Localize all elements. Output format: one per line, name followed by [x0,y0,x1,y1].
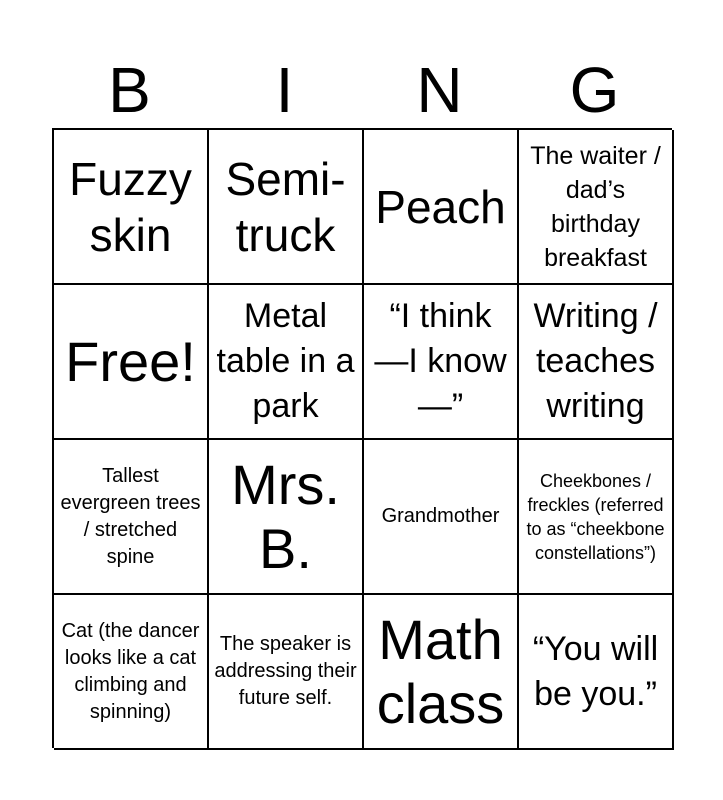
cell-text: Mrs. B. [231,452,340,580]
bingo-cell-r3c4[interactable] [519,440,674,595]
bingo-cell-r4c1[interactable] [54,595,209,750]
header-letter-b: B [108,54,151,126]
bingo-cell-r1c3[interactable] [364,130,519,285]
cell-text: Metal table in a park [216,297,355,425]
header-letter-n: N [416,54,463,126]
bingo-cell-r2c1-free[interactable] [54,285,209,440]
bingo-cell-r1c4[interactable] [519,130,674,285]
cell-text: Fuzzy skin [69,152,192,261]
cell-text: “You will be you.” [532,629,659,713]
cell-text: Math class [376,607,505,735]
cell-text: Tallest evergreen trees / stretched spine [60,464,201,568]
bingo-header [52,52,672,128]
cell-text: Peach [375,180,506,233]
bingo-cell-r3c1[interactable] [54,440,209,595]
bingo-cell-r2c3[interactable] [364,285,519,440]
bingo-cell-r1c1[interactable] [54,130,209,285]
bingo-cell-r3c2[interactable] [209,440,364,595]
cell-text: Writing / teaches writing [533,297,658,425]
cell-text: Free! [65,329,196,393]
bingo-cell-r1c2[interactable] [209,130,364,285]
bingo-cell-r3c3[interactable] [364,440,519,595]
bingo-cell-r2c2[interactable] [209,285,364,440]
header-letter-g: G [569,54,620,126]
cell-text: Cat (the dancer looks like a cat climbing and spinning) [61,619,200,723]
cell-text: Grandmother [381,505,500,527]
bingo-cell-r4c3[interactable] [364,595,519,750]
cell-text: Semi-truck [225,152,346,261]
cell-text: “I think —I know—” [374,297,507,425]
header-letter-i: I [275,54,294,126]
bingo-cell-r4c2[interactable] [209,595,364,750]
bingo-cell-r4c4[interactable] [519,595,674,750]
bingo-cell-r2c4[interactable] [519,285,674,440]
cell-text: The waiter / dad’s birthday breakfast [530,141,661,272]
cell-text: The speaker is addressing their future self. [214,633,357,709]
bingo-grid [52,128,672,748]
cell-text: Cheekbones / freckles (referred to as “cheekbone constellations”) [526,470,665,563]
